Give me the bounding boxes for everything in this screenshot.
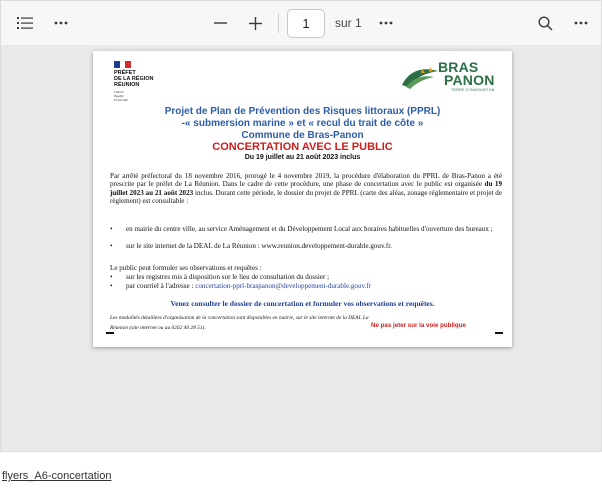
- search-icon[interactable]: [535, 11, 555, 35]
- bullet-marker: •: [110, 282, 113, 290]
- page-number-input[interactable]: [287, 9, 325, 38]
- sidebar-list-icon[interactable]: [15, 11, 35, 35]
- bras-panon-logo-text: BRAS PANON: [438, 59, 495, 88]
- more-horizontal-icon[interactable]: [571, 11, 591, 35]
- footnote-line1: Les modalités détaillées d'organisation de la concertation sont disponibles en mairie, sur le site internet de la DEAL La: [110, 315, 369, 321]
- zoom-in-icon[interactable]: [245, 11, 265, 35]
- doc-title-line2: -« submersion marine » et « recul du trait de côte »: [181, 118, 424, 129]
- page-total-label: sur 1: [335, 16, 362, 30]
- pdf-toolbar: [1, 1, 601, 45]
- bullet-mairie: en mairie du centre ville, au service Aménagement et du Développement Local aux horaires habituelles d'ouverture des bureaux ;: [126, 225, 493, 233]
- pdf-page: [93, 51, 512, 347]
- prefet-flag-icon: [114, 61, 131, 68]
- bullet-registres: sur les registres mis à disposition sur le lieu de consultation du dossier ;: [126, 273, 330, 281]
- doc-title-line3: Commune de Bras-Panon: [241, 130, 364, 141]
- more-horizontal-icon[interactable]: [51, 11, 71, 35]
- no-throw-notice: Ne pas jeter sur la voie publique: [371, 322, 466, 329]
- doc-title-line1: Projet de Plan de Prévention des Risques littoraux (PPRL): [164, 106, 441, 117]
- paragraph-observations: Le public peut formuler ses observations et requêtes :: [110, 264, 262, 272]
- crop-mark: [495, 332, 503, 334]
- prefet-motto: Liberté Égalité Fraternité: [114, 90, 128, 102]
- email-link[interactable]: concertation-pprl-braspanon@developpement-durable.gouv.fr: [195, 282, 372, 290]
- bras-panon-tagline: TERRE D'INNOVATION: [451, 88, 495, 92]
- call-to-action: Venez consulter le dossier de concertation et formuler vos observations et requêtes.: [170, 299, 435, 308]
- bullet-marker: •: [110, 225, 113, 233]
- footnote-line2: Réunion (site internet ou au 0262 40 28 51).: [110, 325, 206, 331]
- bullet-courriel: par courriel à l'adresse : concertation-pprl-braspanon@developpement-durable.gouv.fr: [126, 282, 372, 290]
- prefet-logo-text: PRÉFET DE LA RÉGION RÉUNION: [114, 70, 154, 88]
- bullet-marker: •: [110, 242, 113, 250]
- doc-title-dates: Du 19 juillet au 21 août 2023 inclus: [244, 154, 361, 161]
- crop-mark: [106, 332, 114, 334]
- paragraph-arrete: Par arrêté préfectoral du 18 novembre 2016, prorogé le 4 novembre 2019, la procédure d'élaboration du PPRL de Bras-Panon a été prescrite par le préfet de La Réunion. Dans le cadre de cette procédure, une phase de concertation avec le public est organisée du 19 juillet 2023 au 21 août 2023 inclus. Durant cette période, le dossier du projet de PPRL (carte des aléas, zonage réglementaire et projet de règlement) est consultable :: [110, 172, 502, 205]
- bras-panon-leaf-icon: [400, 65, 440, 91]
- bullet-marker: •: [110, 273, 113, 281]
- file-name-link[interactable]: flyers_A6-concertation: [2, 470, 112, 482]
- more-horizontal-icon[interactable]: [376, 11, 396, 35]
- zoom-out-icon[interactable]: [210, 11, 230, 35]
- toolbar-separator: [278, 13, 279, 33]
- doc-title-concertation: CONCERTATION AVEC LE PUBLIC: [212, 141, 393, 153]
- bullet-site-deal: sur le site internet de la DEAL de La Réunion : www.reunion.developpement-durable.gouv.fr.: [126, 242, 392, 250]
